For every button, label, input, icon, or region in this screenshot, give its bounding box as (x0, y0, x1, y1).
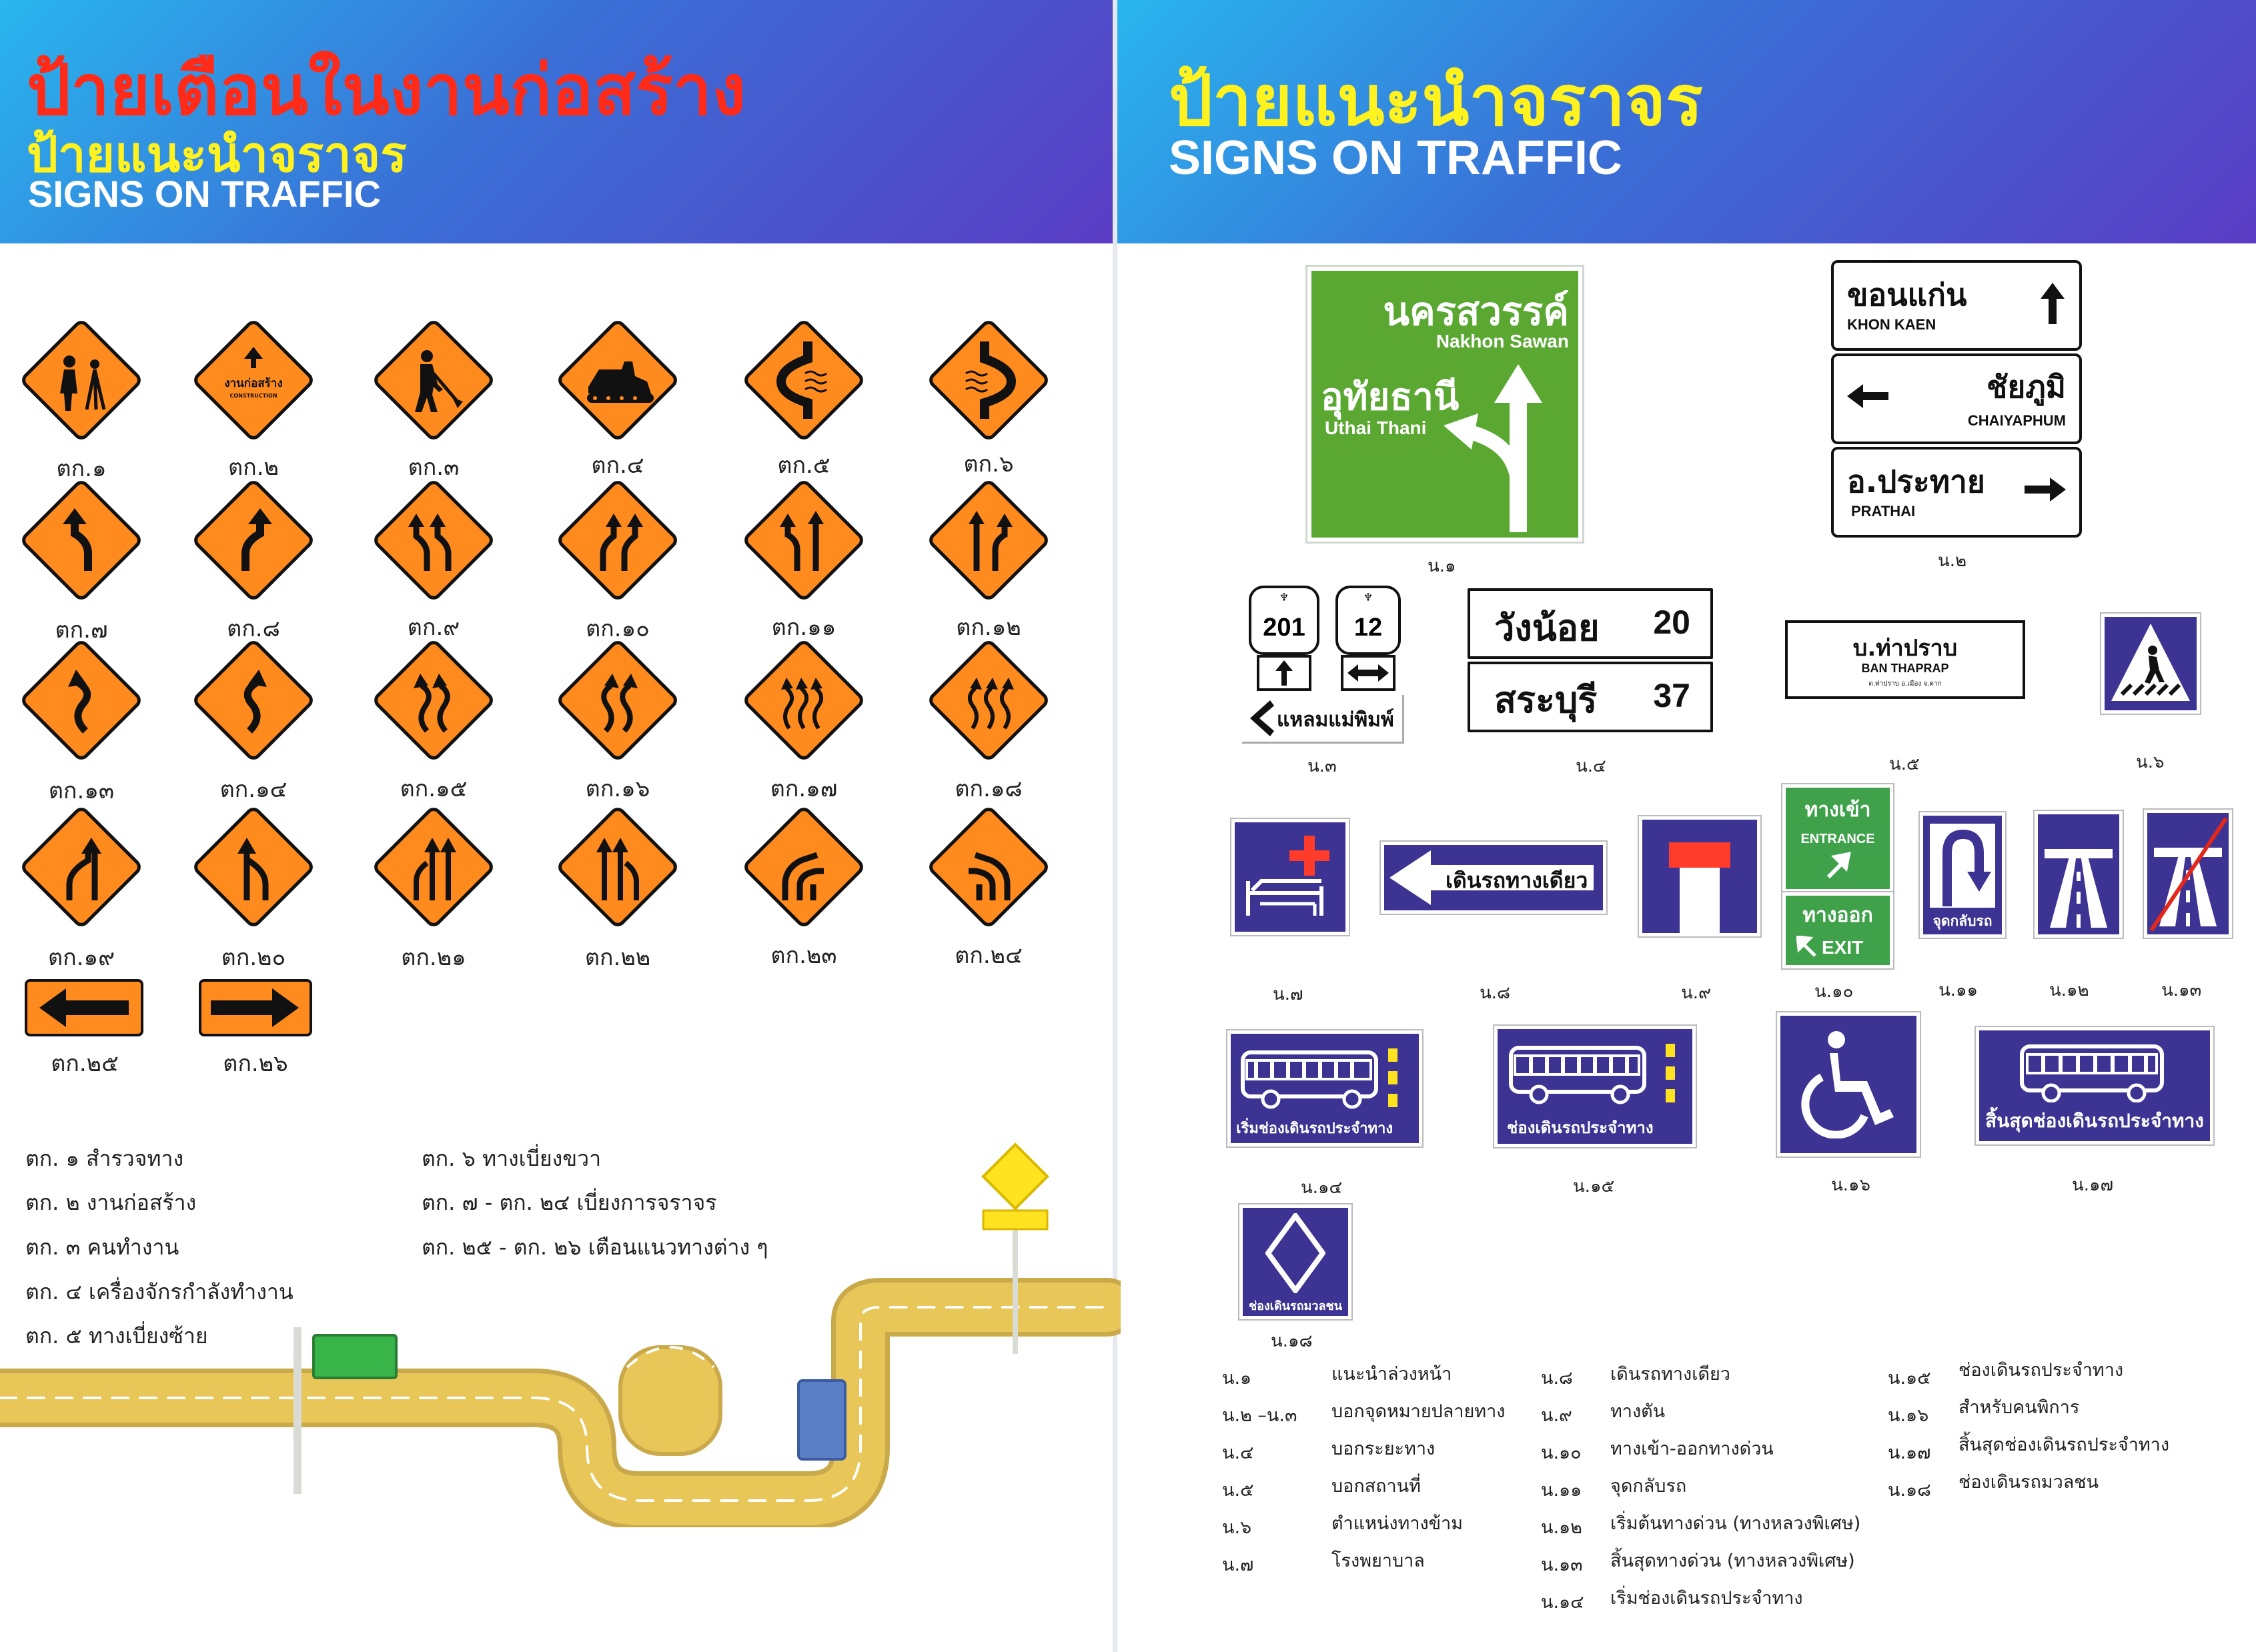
legend-code: น.๗ (1222, 1555, 1254, 1575)
route-number: 201 (1263, 614, 1305, 642)
one-way-sign (1381, 842, 1606, 914)
lane-added-left-warning-sign (374, 807, 494, 927)
legend-desc: จุดกลับรถ (1610, 1476, 1687, 1497)
guide-sign-label: น.๑๔ (1301, 1178, 1343, 1198)
guide-sign-label: น.๑๕ (1573, 1176, 1615, 1196)
left-subtitle-th: ป้ายแนะนำจราจร (27, 126, 407, 183)
legend-item: ตก. ๓ คนทำงาน (25, 1234, 179, 1260)
place-th: บ.ท่าปราบ (1852, 635, 1958, 662)
legend-code: น.๑๖ (1888, 1405, 1929, 1426)
construction-sign-th: งานก่อสร้าง (224, 377, 283, 390)
warning-sign-label: ตก.๑๔ (219, 776, 288, 803)
warning-sign-label: ตก.๑๒ (956, 614, 1021, 641)
double-right-curve-warning-sign (558, 480, 678, 600)
warning-sign-label: ตก.๑๑ (771, 614, 836, 641)
triple-winding-right-warning-sign (929, 640, 1049, 760)
construction-warning-sign (193, 320, 314, 440)
legend-code: น.๕ (1222, 1480, 1254, 1501)
left-arrow-icon (1847, 383, 1888, 409)
legend-desc: บอกระยะทาง (1331, 1439, 1436, 1459)
warning-sign-label: ตก.๑๖ (585, 776, 650, 802)
left-subtitle-en: SIGNS ON TRAFFIC (28, 173, 381, 215)
up-arrow-icon (1275, 660, 1293, 686)
legend-desc: ทางตัน (1610, 1401, 1666, 1422)
one-way-text: เดินรถทางเดียว (1446, 868, 1588, 893)
legend-code: น.๖ (1222, 1517, 1252, 1538)
pedestrian-crossing-icon (2109, 621, 2193, 706)
triple-winding-left-warning-sign (744, 640, 864, 760)
warning-sign-label: ตก.๘ (227, 616, 280, 642)
lane-added-right-warning-sign (558, 807, 678, 927)
destination-2-th: อุทัยธานี (1321, 375, 1460, 419)
legend-code: น.๔ (1222, 1443, 1254, 1463)
guide-sign-label: น.๗ (1273, 984, 1303, 1004)
legend-code: น.๑๘ (1888, 1480, 1932, 1501)
bus-lane-end-sign (1976, 1027, 2213, 1144)
warning-sign-label: ตก.๑๓ (48, 778, 115, 804)
exit-en: EXIT (1822, 937, 1864, 958)
bus-lane-sign (1494, 1026, 1696, 1147)
bus-lane-start-text: เริ่มช่องเดินรถประจำทาง (1236, 1120, 1393, 1137)
destination-plate-laem-mae-phim (1242, 695, 1404, 744)
warning-sign-label: ตก.๑๕ (400, 776, 468, 802)
expressway-end-icon (2147, 813, 2229, 934)
mass-transit-lane-sign (1239, 1204, 1351, 1319)
legend-item: ตก. ๑ สำรวจทาง (25, 1146, 184, 1171)
destination-sign-chaiyaphum (1831, 353, 2082, 444)
left-arrow-board-sign (25, 979, 143, 1036)
mass-transit-text: ช่องเดินรถมวลชน (1248, 1299, 1343, 1313)
legend-code: น.๑๗ (1888, 1443, 1931, 1463)
legend-desc: เริ่มต้นทางด่วน (ทางหลวงพิเศษ) (1610, 1513, 1861, 1534)
destination-1-en: Nakhon Sawan (1436, 331, 1569, 351)
bus-icon (2019, 1041, 2166, 1102)
legend-item: ตก. ๒ งานก่อสร้าง (25, 1190, 197, 1215)
warning-sign-label: ตก.๑๘ (955, 776, 1023, 802)
destination-en: KHON KAEN (1847, 316, 1936, 333)
entrance-en: ENTRANCE (1800, 832, 1875, 846)
expressway-icon (2038, 814, 2119, 934)
distance-place: วังน้อย (1494, 607, 1600, 649)
right-detour-warning-sign (929, 320, 1049, 440)
left-right-arrow-icon (1347, 664, 1389, 682)
guide-sign-label: น.๑๘ (1271, 1331, 1313, 1351)
machinery-warning-sign (558, 320, 678, 440)
legend-desc: ช่องเดินรถประจำทาง (1958, 1360, 2124, 1381)
double-left-curve-warning-sign (374, 480, 494, 600)
legend-item: ตก. ๖ ทางเบี่ยงขวา (422, 1146, 602, 1171)
legend-desc: บอกสถานที่ (1331, 1476, 1421, 1497)
distance-place: สระบุรี (1494, 679, 1598, 721)
u-turn-text: จุดกลับรถ (1932, 913, 1993, 929)
diagonal-up-right-arrow-icon (1824, 852, 1851, 878)
warning-sign-label: ตก.๗ (55, 617, 108, 644)
warning-sign-label: ตก.๒ (228, 454, 279, 481)
warning-sign-label: ตก.๒๑ (401, 944, 466, 971)
worker-warning-sign (374, 320, 494, 440)
legend-code: น.๑๕ (1888, 1368, 1931, 1389)
expressway-end-sign (2144, 810, 2232, 938)
warning-sign-label: ตก.๓ (408, 454, 460, 481)
legend-desc: ทางเข้า-ออกทางด่วน (1610, 1439, 1774, 1459)
legend-desc: โรงพยาบาล (1331, 1551, 1425, 1571)
entrance-th: ทางเข้า (1804, 798, 1871, 822)
lane-shift-right-warning-sign (929, 480, 1049, 600)
expressway-exit-sign (1782, 892, 1893, 968)
legend-code: น.๙ (1541, 1405, 1572, 1426)
emblem-icon: ♆ (1279, 591, 1289, 604)
bus-icon (1240, 1047, 1400, 1111)
destination-en: CHAIYAPHUM (1967, 412, 2066, 429)
diamond-icon (1265, 1213, 1325, 1293)
warning-sign-label: ตก.๒๖ (223, 1050, 288, 1077)
right-curve-warning-sign (193, 480, 314, 600)
route-marker-201 (1249, 586, 1319, 655)
double-winding-right-warning-sign (558, 640, 678, 760)
warning-sign-label: ตก.๕ (777, 452, 830, 479)
warning-sign-label: ตก.๒๓ (770, 942, 837, 969)
legend-item: ตก. ๕ ทางเบี่ยงซ้าย (25, 1323, 208, 1349)
destination-th: ชัยภูมิ (1987, 369, 2066, 405)
guide-sign-label: น.๕ (1889, 754, 1920, 774)
legend-item: ตก. ๒๕ - ตก. ๒๖ เตือนแนวทางต่าง ๆ (422, 1234, 768, 1260)
guide-sign-label: น.๑๐ (1814, 982, 1854, 1002)
legend-code: น.๑ (1222, 1368, 1252, 1389)
route-number: 12 (1353, 614, 1383, 642)
guide-sign-label: น.๙ (1681, 983, 1712, 1003)
warning-sign-label: ตก.๑๗ (770, 776, 838, 802)
wheelchair-icon (1798, 1030, 1899, 1138)
legend-desc: สำหรับคนพิการ (1958, 1397, 2080, 1418)
warning-sign-label: ตก.๒๕ (51, 1050, 119, 1077)
destination-1-th: นครสวรรค์ (1383, 289, 1569, 334)
left-detour-warning-sign (744, 320, 864, 440)
guide-sign-label: น.๑๒ (2049, 980, 2089, 1000)
u-turn-icon (1928, 822, 1997, 909)
legend-desc: ตำแหน่งทางข้าม (1331, 1513, 1464, 1534)
legend-code: น.๑๑ (1541, 1480, 1582, 1501)
place-subtext: ต.ท่าปราบ อ.เมือง จ.ตาก (1868, 680, 1942, 688)
place-name-sign (1785, 620, 2025, 699)
bus-lane-text: ช่องเดินรถประจำทาง (1507, 1118, 1654, 1137)
right-title-th: ป้ายแนะนำจราจร (1169, 60, 1703, 141)
distance-km: 20 (1653, 604, 1690, 641)
guide-sign-label: น.๖ (2136, 752, 2165, 772)
destination-th: ขอนแก่น (1847, 277, 1967, 313)
distance-sign-row-1 (1468, 588, 1713, 659)
right-title-en: SIGNS ON TRAFFIC (1169, 131, 1622, 185)
merge-right-warning-sign (193, 807, 314, 927)
destination-en: PRATHAI (1851, 503, 1916, 520)
warning-sign-label: ตก.๑๙ (48, 944, 115, 971)
legend-item: ตก. ๔ เครื่องจักรกำลังทำงาน (25, 1279, 294, 1305)
warning-sign-label: ตก.๒๐ (221, 944, 286, 971)
left-title-th: ป้ายเตือนในงานก่อสร้าง (27, 49, 746, 131)
legend-desc: เดินรถทางเดียว (1610, 1364, 1730, 1385)
bus-icon (1508, 1042, 1682, 1109)
legend-desc: สิ้นสุดช่องเดินรถประจำทาง (1958, 1435, 2170, 1455)
pedestrian-crossing-sign (2101, 614, 2200, 714)
diagonal-up-left-arrow-icon (1796, 936, 1818, 957)
right-arrow-board-sign (199, 979, 312, 1036)
double-winding-warning-sign (374, 640, 494, 760)
direction-guide-sign (1307, 267, 1582, 542)
destination-sign-prathai (1831, 447, 2082, 538)
road-narrows-right-warning-sign (929, 807, 1049, 927)
both-ways-arrow-plate (1341, 655, 1395, 691)
emblem-icon: ♆ (1363, 591, 1373, 604)
legend-code: น.๑๐ (1541, 1443, 1582, 1463)
lane-shift-left-warning-sign (744, 480, 864, 600)
merge-left-warning-sign (21, 807, 141, 927)
dead-end-sign (1639, 816, 1760, 936)
winding-right-warning-sign (193, 640, 314, 760)
chevron-left-icon (1247, 700, 1274, 736)
right-arrow-icon (2025, 476, 2066, 503)
legend-code: น.๑๒ (1541, 1517, 1582, 1538)
up-arrow-icon (2039, 283, 2066, 324)
warning-sign-label: ตก.๑ (56, 456, 107, 482)
warning-sign-label: ตก.๖ (963, 451, 1014, 478)
u-turn-sign (1920, 812, 2005, 938)
guide-sign-label: น.๑๗ (2072, 1175, 2114, 1195)
bus-lane-end-text: สิ้นสุดช่องเดินรถประจำทาง (1985, 1110, 2204, 1132)
hospital-sign (1231, 819, 1349, 935)
destination-sign-khon-kaen (1831, 260, 2082, 351)
legend-desc: เริ่มช่องเดินรถประจำทาง (1610, 1588, 1803, 1609)
expressway-entrance-sign (1782, 784, 1893, 892)
route-marker-12 (1335, 586, 1401, 655)
warning-sign-label: ตก.๑๐ (586, 616, 650, 642)
warning-sign-label: ตก.๙ (407, 614, 460, 641)
guide-sign-label: น.๑๖ (1831, 1175, 1871, 1195)
left-curve-warning-sign (21, 480, 141, 600)
expressway-start-sign (2035, 811, 2123, 938)
bus-lane-start-sign (1227, 1030, 1422, 1146)
legend-desc: บอกจุดหมายปลายทาง (1331, 1401, 1506, 1422)
hospital-bed-icon (1241, 829, 1339, 925)
guide-sign-label: น.๑๑ (1938, 980, 1979, 1000)
distance-km: 37 (1653, 677, 1690, 714)
dead-end-icon (1642, 820, 1757, 933)
guide-sign-label: น.๑ (1428, 556, 1456, 576)
legend-code: น.๑๔ (1541, 1592, 1584, 1613)
guide-sign-label: น.๘ (1480, 983, 1511, 1003)
legend-desc: สิ้นสุดทางด่วน (ทางหลวงพิเศษ) (1610, 1551, 1855, 1571)
legend-code: น.๒ –น.๓ (1222, 1405, 1297, 1426)
straight-arrow-plate (1257, 655, 1311, 691)
road-narrows-left-warning-sign (744, 807, 864, 927)
legend-desc: แนะนำล่วงหน้า (1331, 1364, 1452, 1385)
warning-sign-label: ตก.๔ (591, 452, 644, 479)
winding-left-warning-sign (21, 640, 141, 760)
destination-th: แหลมแม่พิมพ์ (1277, 708, 1394, 732)
place-en: BAN THAPRAP (1861, 662, 1949, 675)
guide-sign-label: น.๒ (1938, 551, 1967, 571)
road-illustration (0, 1127, 1121, 1527)
legend-desc: ช่องเดินรถมวลชน (1958, 1472, 2099, 1493)
warning-sign-label: ตก.๒๒ (584, 944, 651, 971)
exit-th: ทางออก (1802, 904, 1873, 927)
warning-sign-label: ตก.๒๔ (955, 942, 1023, 969)
destination-th: อ.ประทาย (1847, 464, 1985, 500)
construction-sign-en: CONSTRUCTION (229, 393, 277, 399)
guide-sign-label: น.๔ (1576, 756, 1606, 776)
disabled-access-sign (1777, 1012, 1920, 1156)
guide-sign-label: น.๓ (1307, 756, 1337, 776)
guide-sign-label: น.๑๓ (2161, 980, 2202, 1000)
legend-item: ตก. ๗ - ตก. ๒๔ เบี่ยงการจราจร (422, 1190, 717, 1215)
legend-code: น.๑๓ (1541, 1555, 1583, 1575)
surveyor-warning-sign (21, 320, 141, 440)
fork-arrow-icon (1438, 356, 1572, 532)
legend-code: น.๘ (1541, 1368, 1573, 1389)
destination-2-en: Uthai Thani (1325, 418, 1427, 438)
distance-sign-row-2 (1468, 662, 1713, 732)
